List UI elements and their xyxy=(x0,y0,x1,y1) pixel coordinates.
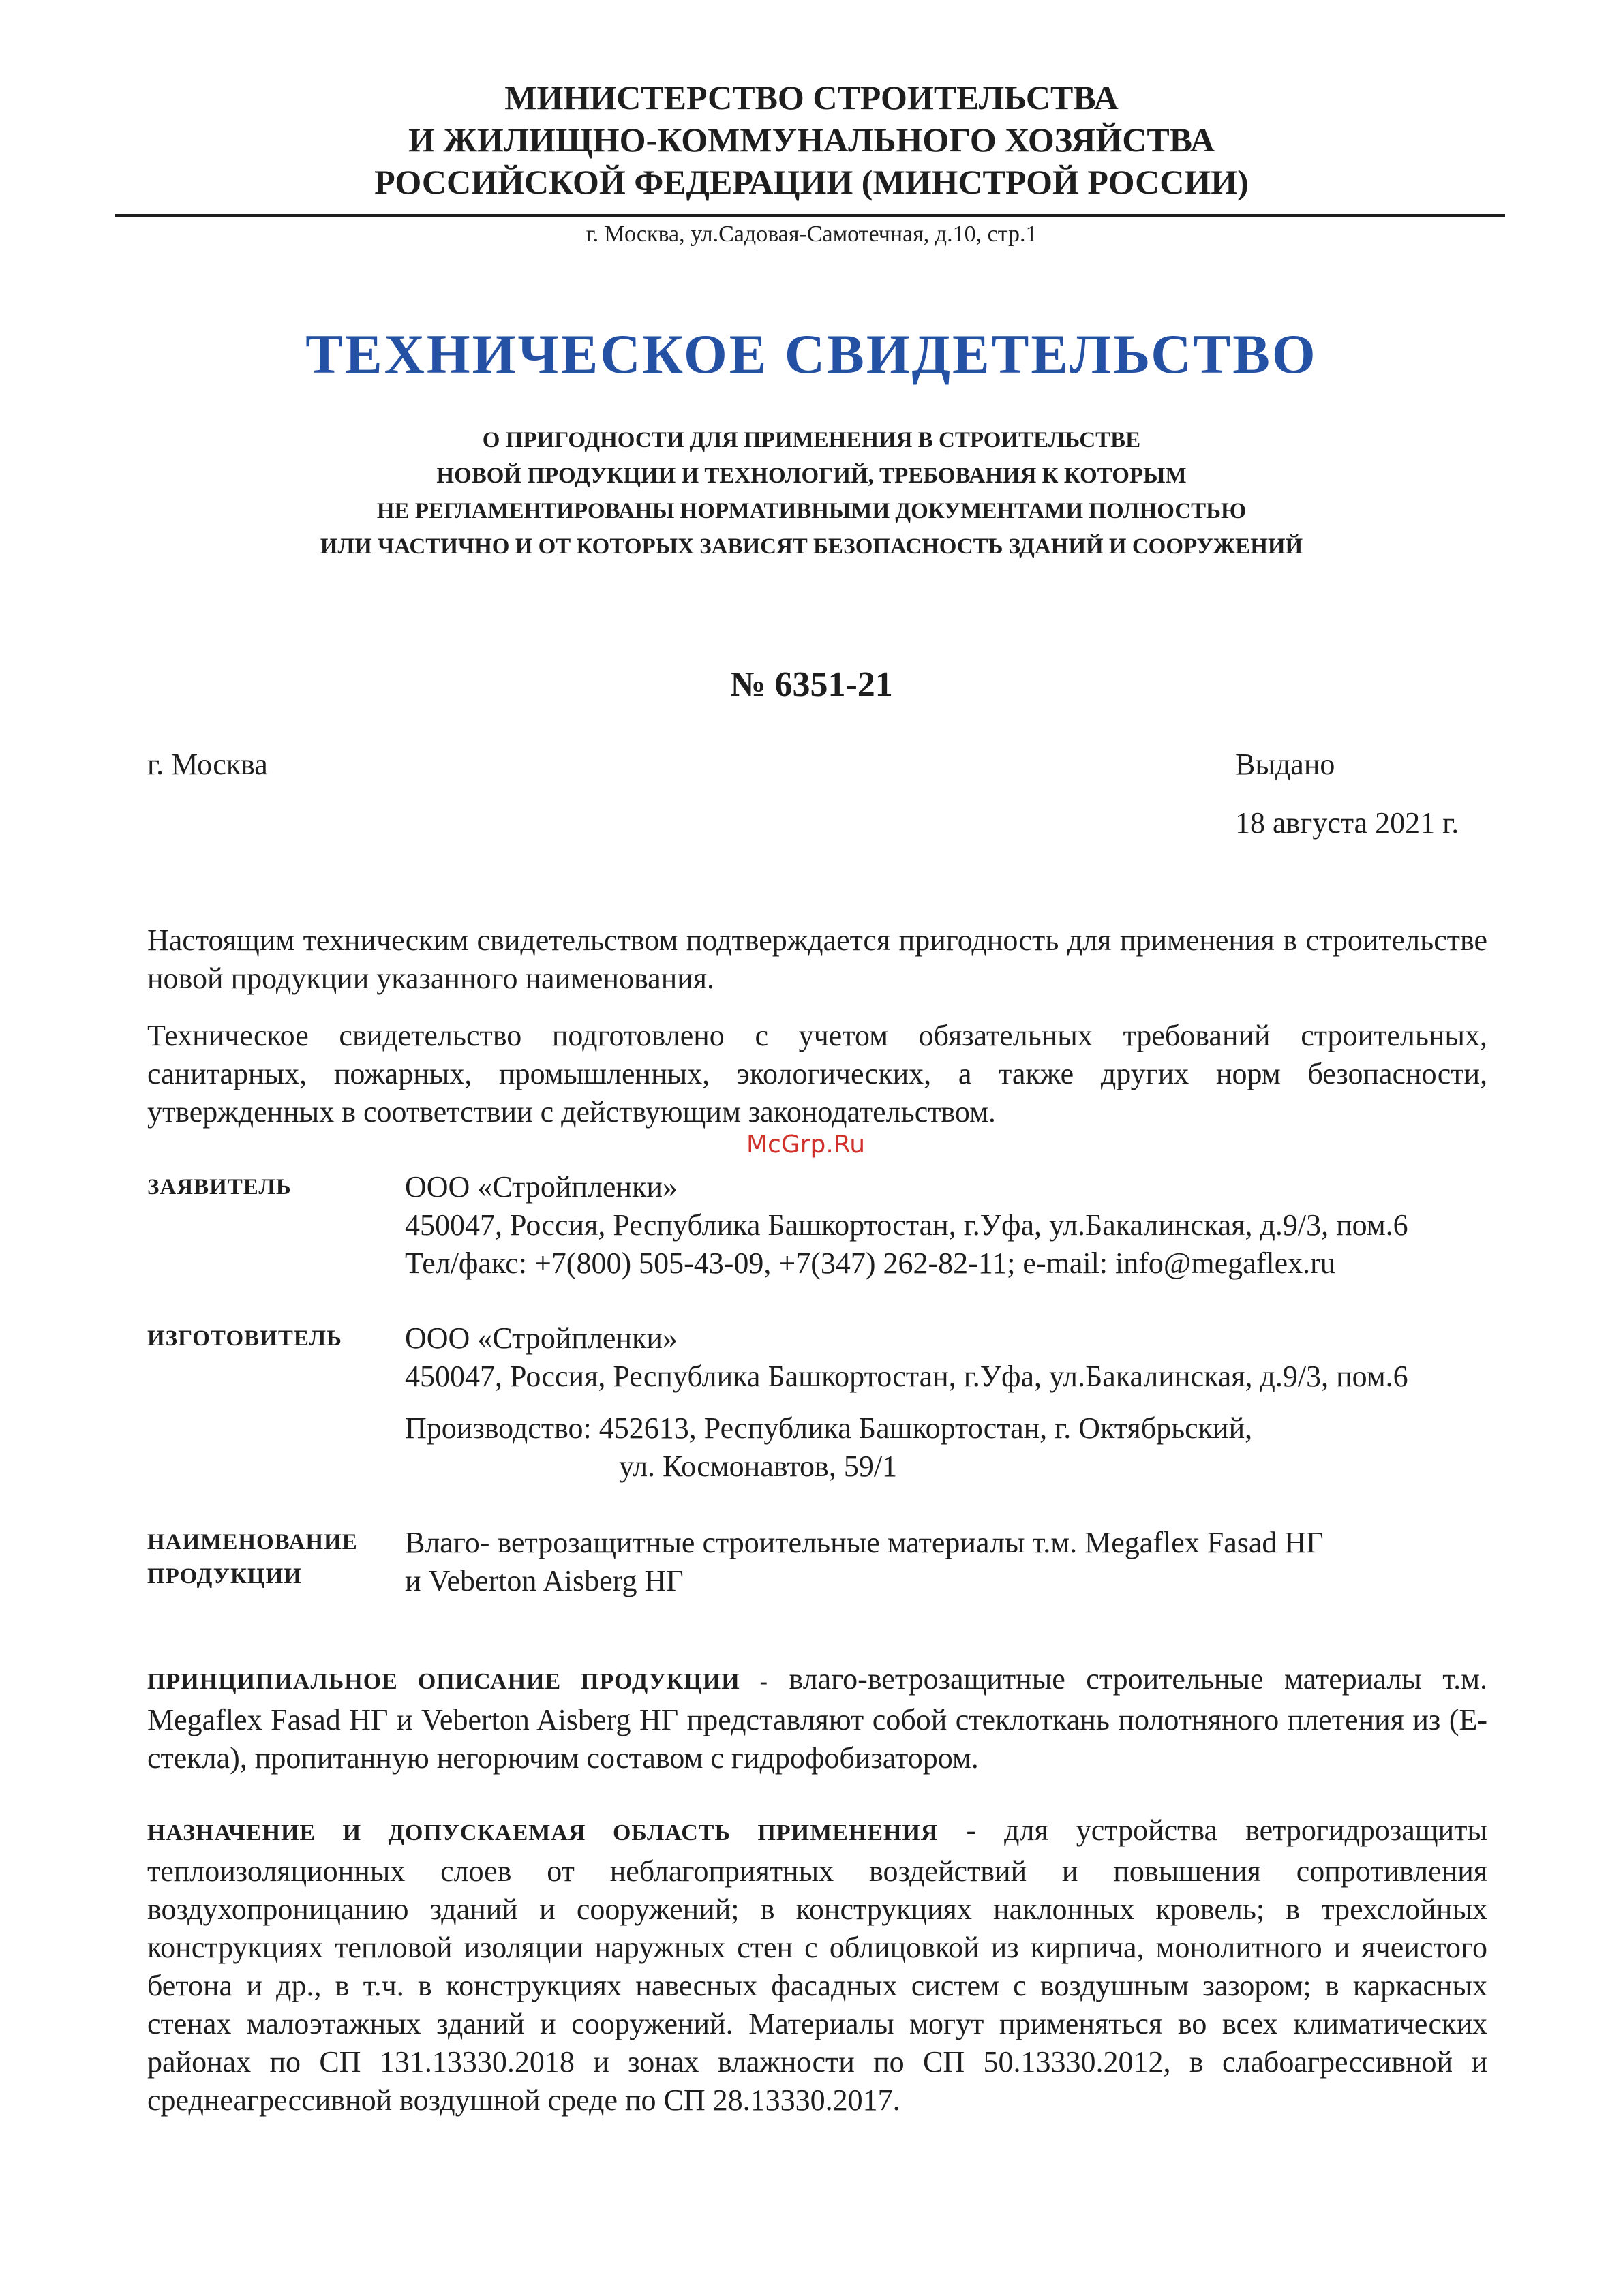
issue-city: г. Москва xyxy=(147,748,268,781)
intro-paragraph-2: Техническое свидетельство подготовлено с учетом обязательных требований строительных, санитарных, пожарных, промышленных, экологических, а также других норм безопасности, утвержденных в соответствии с действующим законодательством. xyxy=(147,1019,1487,1129)
applicant-address: 450047, Россия, Республика Башкортостан, г.Уфа, ул.Бакалинская, д.9/3, пом.6 xyxy=(405,1208,1408,1242)
manufacturer-name: ООО «Стройпленки» xyxy=(405,1321,678,1355)
issued-date: 18 августа 2021 г. xyxy=(1235,806,1459,840)
applicant-name: ООО «Стройпленки» xyxy=(405,1170,678,1204)
purpose-text: - для устройства ветрогидрозащиты теплоизоляционных слоев от неблагоприятных воздействий и повышения сопротивления воздухопроницанию зданий и сооружений; в конструкциях наклонных кровель; в трехслойных конструкциях тепловой изоляции наружных стен с облицовкой из кирпича, монолитного и ячеистого бетона и др., в т.ч. в конструкциях навесных фасадных систем с воздушным зазором; в каркасных стенах малоэтажных зданий и сооружений. Материалы могут применяться во всех климатических районах по СП 131.13330.2018 и зонах влажности по СП 50.13330.2012, в слабоагрессивной и среднеагрессивной воздушной среде по СП 28.13330.2017. xyxy=(147,1813,1487,2117)
purpose-lead: НАЗНАЧЕНИЕ И ДОПУСКАЕМАЯ ОБЛАСТЬ ПРИМЕНЕНИЯ xyxy=(147,1820,939,1846)
purpose-section xyxy=(147,1811,1487,2119)
product-label xyxy=(147,1525,358,1593)
manufacturer-address: 450047, Россия, Республика Башкортостан, г.Уфа, ул.Бакалинская, д.9/3, пом.6 xyxy=(405,1360,1408,1393)
header-divider xyxy=(115,214,1505,217)
ministry-line-2: И ЖИЛИЩНО-КОММУНАЛЬНОГО ХОЗЯЙСТВА xyxy=(408,121,1215,159)
subtitle-line-2: НОВОЙ ПРОДУКЦИИ И ТЕХНОЛОГИЙ, ТРЕБОВАНИЯ К КОТОРЫМ xyxy=(436,463,1187,488)
applicant-details xyxy=(405,1168,1408,1283)
manufacturer-details xyxy=(405,1319,1408,1396)
production-line-2: ул. Космонавтов, 59/1 xyxy=(619,1450,898,1483)
manufacturer-label: ИЗГОТОВИТЕЛЬ xyxy=(147,1326,342,1351)
ministry-header xyxy=(0,76,1623,203)
certificate-number: № 6351-21 xyxy=(730,665,893,704)
ministry-line-3: РОССИЙСКОЙ ФЕДЕРАЦИИ (МИНСТРОЙ РОССИИ) xyxy=(374,163,1249,201)
subtitle-line-1: О ПРИГОДНОСТИ ДЛЯ ПРИМЕНЕНИЯ В СТРОИТЕЛЬСТВЕ xyxy=(482,428,1141,453)
issued-label: Выдано xyxy=(1235,748,1335,781)
production-details xyxy=(405,1409,1252,1486)
description-lead: ПРИНЦИПИАЛЬНОЕ ОПИСАНИЕ ПРОДУКЦИИ - xyxy=(147,1669,768,1694)
document-subtitle xyxy=(0,423,1623,564)
applicant-label: ЗАЯВИТЕЛЬ xyxy=(147,1175,292,1199)
product-description xyxy=(147,1660,1487,1777)
watermark: McGrp.Ru xyxy=(746,1131,866,1159)
intro-paragraph-1: Настоящим техническим свидетельством подтверждается пригодность для применения в строительстве новой продукции указанного наименования. xyxy=(147,923,1487,995)
product-label-line-2: ПРОДУКЦИИ xyxy=(147,1564,302,1589)
product-name xyxy=(405,1524,1324,1600)
subtitle-line-3: НЕ РЕГЛАМЕНТИРОВАНЫ НОРМАТИВНЫМИ ДОКУМЕНТАМИ ПОЛНОСТЬЮ xyxy=(376,499,1247,523)
production-line-1: Производство: 452613, Республика Башкортостан, г. Октябрьский, xyxy=(405,1411,1253,1445)
document-title: ТЕХНИЧЕСКОЕ СВИДЕТЕЛЬСТВО xyxy=(305,323,1318,385)
product-label-line-1: НАИМЕНОВАНИЕ xyxy=(147,1530,358,1555)
ministry-address: г. Москва, ул.Садовая-Самотечная, д.10, стр.1 xyxy=(586,221,1037,247)
product-name-line-2: и Veberton Aisberg НГ xyxy=(405,1564,684,1597)
ministry-line-1: МИНИСТЕРСТВО СТРОИТЕЛЬСТВА xyxy=(504,78,1119,117)
product-name-line-1: Влаго- ветрозащитные строительные материалы т.м. Megaflex Fasad НГ xyxy=(405,1526,1324,1559)
applicant-contacts: Тел/факс: +7(800) 505-43-09, +7(347) 262-82-11; e-mail: info@megaflex.ru xyxy=(405,1246,1335,1280)
subtitle-line-4: ИЛИ ЧАСТИЧНО И ОТ КОТОРЫХ ЗАВИСЯТ БЕЗОПАСНОСТЬ ЗДАНИЙ И СООРУЖЕНИЙ xyxy=(320,534,1303,559)
description-text: влаго-ветрозащитные строительные материалы т.м. Megaflex Fasad НГ и Veberton Aisberg НГ представляют собой стеклоткань полотняного плетения из (Е-стекла), пропитанную негорючим составом с гидрофобизатором. xyxy=(147,1662,1487,1775)
